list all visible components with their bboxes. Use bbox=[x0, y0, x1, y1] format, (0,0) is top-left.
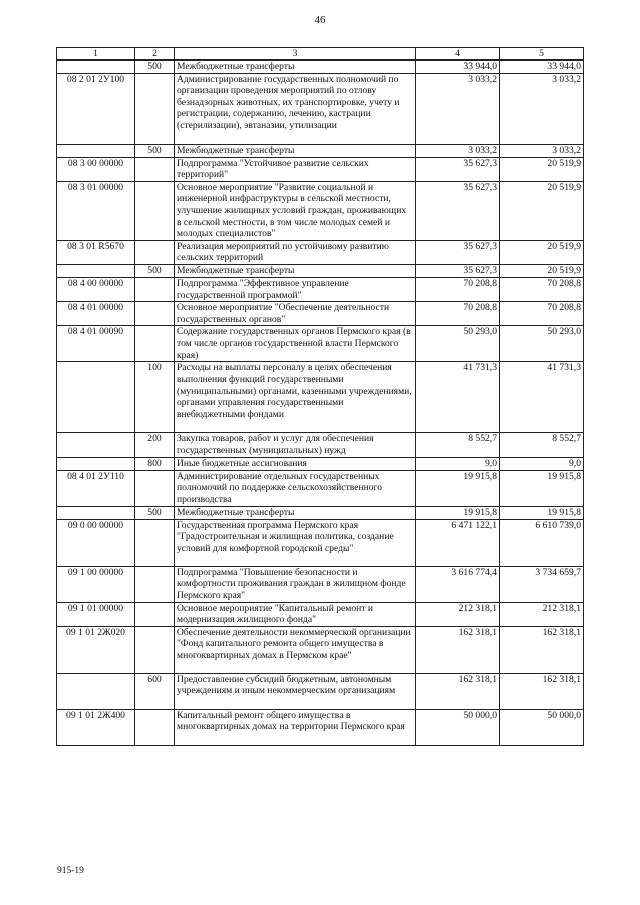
row-value-2019: 3 616 774,4 bbox=[416, 566, 500, 602]
row-name: Межбюджетные трансферты bbox=[175, 264, 416, 277]
row-expense-type: 800 bbox=[135, 457, 175, 470]
row-value-2020: 6 610 739,0 bbox=[500, 519, 584, 566]
table-row bbox=[57, 566, 584, 602]
row-value-2020: 20 519,9 bbox=[500, 264, 584, 277]
row-code bbox=[57, 673, 135, 709]
row-expense-type bbox=[135, 519, 175, 566]
row-value-2020: 33 944,0 bbox=[500, 60, 584, 73]
page-number: 46 bbox=[314, 14, 326, 26]
row-value-2020: 162 318,1 bbox=[500, 673, 584, 709]
row-code bbox=[57, 433, 135, 457]
table-row bbox=[57, 240, 584, 264]
row-value-2019: 8 552,7 bbox=[416, 433, 500, 457]
row-value-2019: 3 033,2 bbox=[416, 73, 500, 144]
header-row bbox=[57, 48, 584, 61]
row-value-2020: 8 552,7 bbox=[500, 433, 584, 457]
row-value-2020: 50 000,0 bbox=[500, 709, 584, 745]
row-name: Основное мероприятие "Развитие социальной и инженерной инфраструктуры в сельской местности, улучшение жилищных условий граждан, проживающих в сельской местности, в том числе молодых семей и молодых специалистов" bbox=[175, 181, 416, 240]
header-col-1: 1 bbox=[57, 48, 135, 61]
row-code: 08 4 01 2У110 bbox=[57, 470, 135, 506]
row-expense-type: 100 bbox=[135, 362, 175, 433]
row-value-2019: 50 293,0 bbox=[416, 326, 500, 362]
table-row bbox=[57, 519, 584, 566]
table-body bbox=[57, 60, 584, 745]
row-name: Предоставление субсидий бюджетным, автономным учреждениям и иным некоммерческим организациям bbox=[175, 673, 416, 709]
row-expense-type: 500 bbox=[135, 264, 175, 277]
header-col-4: 4 bbox=[416, 48, 500, 61]
row-value-2019: 70 208,8 bbox=[416, 302, 500, 326]
row-name: Государственная программа Пермского края "Градостроительная и жилищная политика, создание условий для комфортной городской среды" bbox=[175, 519, 416, 566]
document-code: 915-19 bbox=[57, 866, 84, 876]
row-value-2019: 70 208,8 bbox=[416, 277, 500, 301]
row-code: 09 1 01 2Ж020 bbox=[57, 626, 135, 673]
table-row bbox=[57, 673, 584, 709]
table-row bbox=[57, 157, 584, 181]
row-value-2019: 33 944,0 bbox=[416, 60, 500, 73]
row-code bbox=[57, 60, 135, 73]
row-value-2019: 212 318,1 bbox=[416, 602, 500, 626]
row-code bbox=[57, 506, 135, 519]
row-name: Межбюджетные трансферты bbox=[175, 506, 416, 519]
row-value-2019: 6 471 122,1 bbox=[416, 519, 500, 566]
row-code: 09 0 00 00000 bbox=[57, 519, 135, 566]
row-name: Основное мероприятие "Обеспечение деятельности государственных органов" bbox=[175, 302, 416, 326]
row-name: Капитальный ремонт общего имущества в многоквартирных домах на территории Пермского края bbox=[175, 709, 416, 745]
row-code: 08 4 01 00090 bbox=[57, 326, 135, 362]
row-value-2019: 35 627,3 bbox=[416, 157, 500, 181]
row-value-2020: 19 915,8 bbox=[500, 506, 584, 519]
row-value-2019: 35 627,3 bbox=[416, 181, 500, 240]
row-code: 09 1 01 00000 bbox=[57, 602, 135, 626]
row-value-2019: 162 318,1 bbox=[416, 673, 500, 709]
row-value-2020: 50 293,0 bbox=[500, 326, 584, 362]
row-name: Подпрограмма "Эффективное управление государственной программой" bbox=[175, 277, 416, 301]
row-value-2020: 9,0 bbox=[500, 457, 584, 470]
table-row bbox=[57, 470, 584, 506]
row-value-2020: 3 033,2 bbox=[500, 73, 584, 144]
row-expense-type: 500 bbox=[135, 144, 175, 157]
row-expense-type bbox=[135, 157, 175, 181]
row-value-2019: 50 000,0 bbox=[416, 709, 500, 745]
row-name: Администрирование отдельных государственных полномочий по поддержке сельскохозяйственного производства bbox=[175, 470, 416, 506]
row-code: 08 2 01 2У100 bbox=[57, 73, 135, 144]
row-value-2020: 20 519,9 bbox=[500, 240, 584, 264]
row-value-2020: 20 519,9 bbox=[500, 157, 584, 181]
row-name: Закупка товаров, работ и услуг для обеспечения государственных (муниципальных) нужд bbox=[175, 433, 416, 457]
row-name: Администрирование государственных полномочий по организации проведения мероприятий по отлову безнадзорных животных, их транспортировке, учету и регистрации, содержанию, лечению, кастрации (стерилизации), эвтаназии, утилизации bbox=[175, 73, 416, 144]
row-expense-type bbox=[135, 566, 175, 602]
header-col-5: 5 bbox=[500, 48, 584, 61]
table-row bbox=[57, 506, 584, 519]
row-value-2020: 70 208,8 bbox=[500, 277, 584, 301]
row-value-2019: 9,0 bbox=[416, 457, 500, 470]
row-expense-type bbox=[135, 602, 175, 626]
header-col-3: 3 bbox=[175, 48, 416, 61]
table-row bbox=[57, 709, 584, 745]
row-value-2019: 3 033,2 bbox=[416, 144, 500, 157]
row-value-2019: 19 915,8 bbox=[416, 506, 500, 519]
row-name: Содержание государственных органов Пермского края (в том числе органов государственной власти Пермского края) bbox=[175, 326, 416, 362]
row-value-2020: 19 915,8 bbox=[500, 470, 584, 506]
header-col-2: 2 bbox=[135, 48, 175, 61]
row-code: 08 4 01 00000 bbox=[57, 302, 135, 326]
row-value-2020: 20 519,9 bbox=[500, 181, 584, 240]
table-row bbox=[57, 626, 584, 673]
row-expense-type bbox=[135, 302, 175, 326]
table-row bbox=[57, 457, 584, 470]
row-name: Подпрограмма "Устойчивое развитие сельских территорий" bbox=[175, 157, 416, 181]
row-expense-type bbox=[135, 326, 175, 362]
row-expense-type: 500 bbox=[135, 60, 175, 73]
row-expense-type bbox=[135, 181, 175, 240]
row-value-2019: 19 915,8 bbox=[416, 470, 500, 506]
row-value-2020: 70 208,8 bbox=[500, 302, 584, 326]
row-code: 08 4 00 00000 bbox=[57, 277, 135, 301]
table-row bbox=[57, 264, 584, 277]
row-expense-type: 600 bbox=[135, 673, 175, 709]
row-name: Межбюджетные трансферты bbox=[175, 144, 416, 157]
row-expense-type: 500 bbox=[135, 506, 175, 519]
table-row bbox=[57, 433, 584, 457]
row-expense-type bbox=[135, 626, 175, 673]
row-value-2019: 35 627,3 bbox=[416, 264, 500, 277]
row-name: Подпрограмма "Повышение безопасности и комфортности проживания граждан в жилищном фонде Пермского края" bbox=[175, 566, 416, 602]
row-name: Межбюджетные трансферты bbox=[175, 60, 416, 73]
row-name: Иные бюджетные ассигнования bbox=[175, 457, 416, 470]
row-code: 08 3 00 00000 bbox=[57, 157, 135, 181]
row-value-2019: 35 627,3 bbox=[416, 240, 500, 264]
row-expense-type bbox=[135, 240, 175, 264]
row-expense-type bbox=[135, 73, 175, 144]
row-expense-type bbox=[135, 277, 175, 301]
row-code bbox=[57, 264, 135, 277]
row-name: Реализация мероприятий по устойчивому развитию сельских территорий bbox=[175, 240, 416, 264]
table-row bbox=[57, 181, 584, 240]
table-row bbox=[57, 302, 584, 326]
row-value-2020: 162 318,1 bbox=[500, 626, 584, 673]
row-code: 09 1 01 2Ж400 bbox=[57, 709, 135, 745]
row-name: Основное мероприятие "Капитальный ремонт и модернизация жилищного фонда" bbox=[175, 602, 416, 626]
row-value-2019: 162 318,1 bbox=[416, 626, 500, 673]
table-row bbox=[57, 602, 584, 626]
table-row bbox=[57, 144, 584, 157]
table-row bbox=[57, 73, 584, 144]
row-value-2020: 41 731,3 bbox=[500, 362, 584, 433]
table-row bbox=[57, 277, 584, 301]
row-name: Расходы на выплаты персоналу в целях обеспечения выполнения функций государственными (муниципальными) органами, казенными учреждениями, органами управления государственными внебюджетными фондами bbox=[175, 362, 416, 433]
table-row bbox=[57, 60, 584, 73]
row-expense-type bbox=[135, 709, 175, 745]
row-code: 08 3 01 00000 bbox=[57, 181, 135, 240]
row-code: 08 3 01 R5670 bbox=[57, 240, 135, 264]
row-value-2020: 212 318,1 bbox=[500, 602, 584, 626]
row-name: Обеспечение деятельности некоммерческой организации "Фонд капитального ремонта общего имущества в многоквартирных домах в Пермском крае" bbox=[175, 626, 416, 673]
row-expense-type: 200 bbox=[135, 433, 175, 457]
table-row bbox=[57, 362, 584, 433]
row-code: 09 1 00 00000 bbox=[57, 566, 135, 602]
table-header bbox=[57, 48, 584, 61]
row-value-2019: 41 731,3 bbox=[416, 362, 500, 433]
row-code bbox=[57, 362, 135, 433]
row-value-2020: 3 033,2 bbox=[500, 144, 584, 157]
row-expense-type bbox=[135, 470, 175, 506]
row-code bbox=[57, 144, 135, 157]
row-value-2020: 3 734 659,7 bbox=[500, 566, 584, 602]
row-code bbox=[57, 457, 135, 470]
budget-table bbox=[56, 47, 584, 746]
table-row bbox=[57, 326, 584, 362]
